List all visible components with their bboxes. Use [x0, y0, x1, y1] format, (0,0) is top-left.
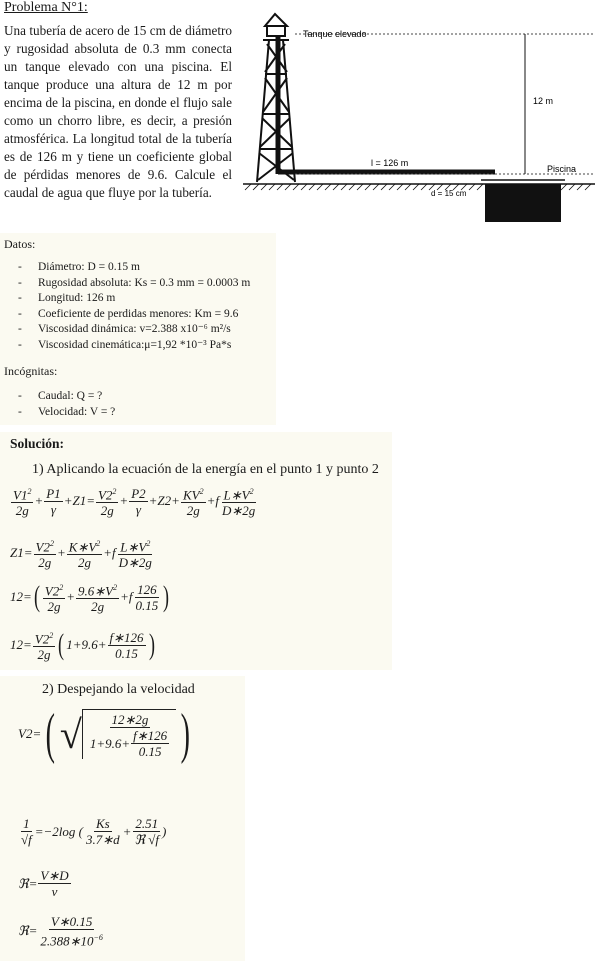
- list-item: - Coeficiente de perdidas menores: Km = 9.6: [0, 307, 250, 323]
- z1-equation: Z1= $\frac{V2^2}{2g}$ + $\frac{K∗V^2}{2g}$ +f $\frac{L∗V^2}{D∗2g}$: [10, 536, 155, 570]
- velocity-panel: [0, 676, 245, 961]
- factored-equation: 12= $\frac{V2^2}{2g}$ ( 1+9.6+ $\frac{f∗126}{0.15}$ ): [10, 628, 155, 663]
- diameter-label: d = 15 cm: [431, 189, 467, 198]
- list-item: - Velocidad: V = ?: [0, 405, 115, 421]
- solucion-heading: Solución:: [10, 436, 65, 451]
- step-2-label: 2) Despejando la velocidad: [42, 682, 195, 697]
- velocity-equation: V2= ( √ 12∗2g 1+9.6+ $\frac{f∗126}{0.15}$ ): [18, 703, 191, 765]
- list-item: - Longitud: 126 m: [0, 291, 250, 307]
- height-label: 12 m: [533, 96, 554, 106]
- step-1-label: 1) Aplicando la ecuación de la energía en el punto 1 y punto 2: [32, 462, 379, 477]
- reynolds-substituted: ℜ= $\frac{V∗0.15}{2.388∗10^{-6}}$: [18, 914, 103, 949]
- pool: [485, 184, 561, 222]
- tank-label: Tanque elevado: [303, 29, 367, 39]
- tank-diagram: [243, 4, 595, 226]
- pipe: [278, 36, 495, 174]
- solucion-panel: [0, 432, 392, 670]
- problem-title: Problema N°1:: [4, 0, 88, 15]
- pool-label: Piscina: [547, 164, 577, 174]
- list-item: - Viscosidad dinámica: v=2.388 x10⁻⁶ m²/s: [0, 322, 250, 338]
- list-item: - Viscosidad cinemática:μ=1,92 *10⁻³ Pa*s: [0, 338, 250, 354]
- incognitas-heading: Incógnitas:: [4, 364, 58, 378]
- length-label: l = 126 m: [371, 158, 409, 168]
- colebrook-equation: $\frac{1}{√f}$ =−2log ( $\frac{Ks}{3.7∗d}$ + $\frac{2.51}{\text{ℜ √f}}$ ): [21, 816, 167, 847]
- energy-equation: $\frac{V1^2}{2g}$ + $\frac{P1}{\gamma}$ +Z1= $\frac{V2^2}{2g}$ + $\frac{P2}{\gamma}$ +Z2+ $\frac{KV^2}{2g}$ +f $\frac{L∗V^2}{D∗2g}$: [13, 485, 256, 519]
- incognitas-list: [0, 389, 115, 420]
- problem-statement: Una tubería de acero de 15 cm de diámetro y rugosidad absoluta de 0.3 mm conecta un tanque elevado con una piscina. El tanque produce una altura de 12 m por encima de la piscina, en donde el flujo sale como un chorro libre, es decir, a presión atmosférica. La longitud total de la tubería es de 126 m y tiene un coeficiente global de pérdidas menores de 9.6. Calcule el caudal de agua que fluye por la tubería.: [4, 23, 232, 200]
- substituted-equation: 12= ( $\frac{V2^2}{2g}$ + $\frac{9.6∗V^2}{2g}$ +f $\frac{126}{0.15}$ ): [10, 580, 170, 615]
- reynolds-equation: ℜ= $\frac{V∗D}{v}$: [18, 868, 69, 899]
- datos-list: [0, 260, 250, 354]
- list-item: - Caudal: Q = ?: [0, 389, 115, 405]
- datos-heading: Datos:: [4, 237, 36, 251]
- list-item: - Diámetro: D = 0.15 m: [0, 260, 250, 276]
- datos-panel: [0, 233, 276, 425]
- list-item: - Rugosidad absoluta: Ks = 0.3 mm = 0.0003 m: [0, 276, 250, 292]
